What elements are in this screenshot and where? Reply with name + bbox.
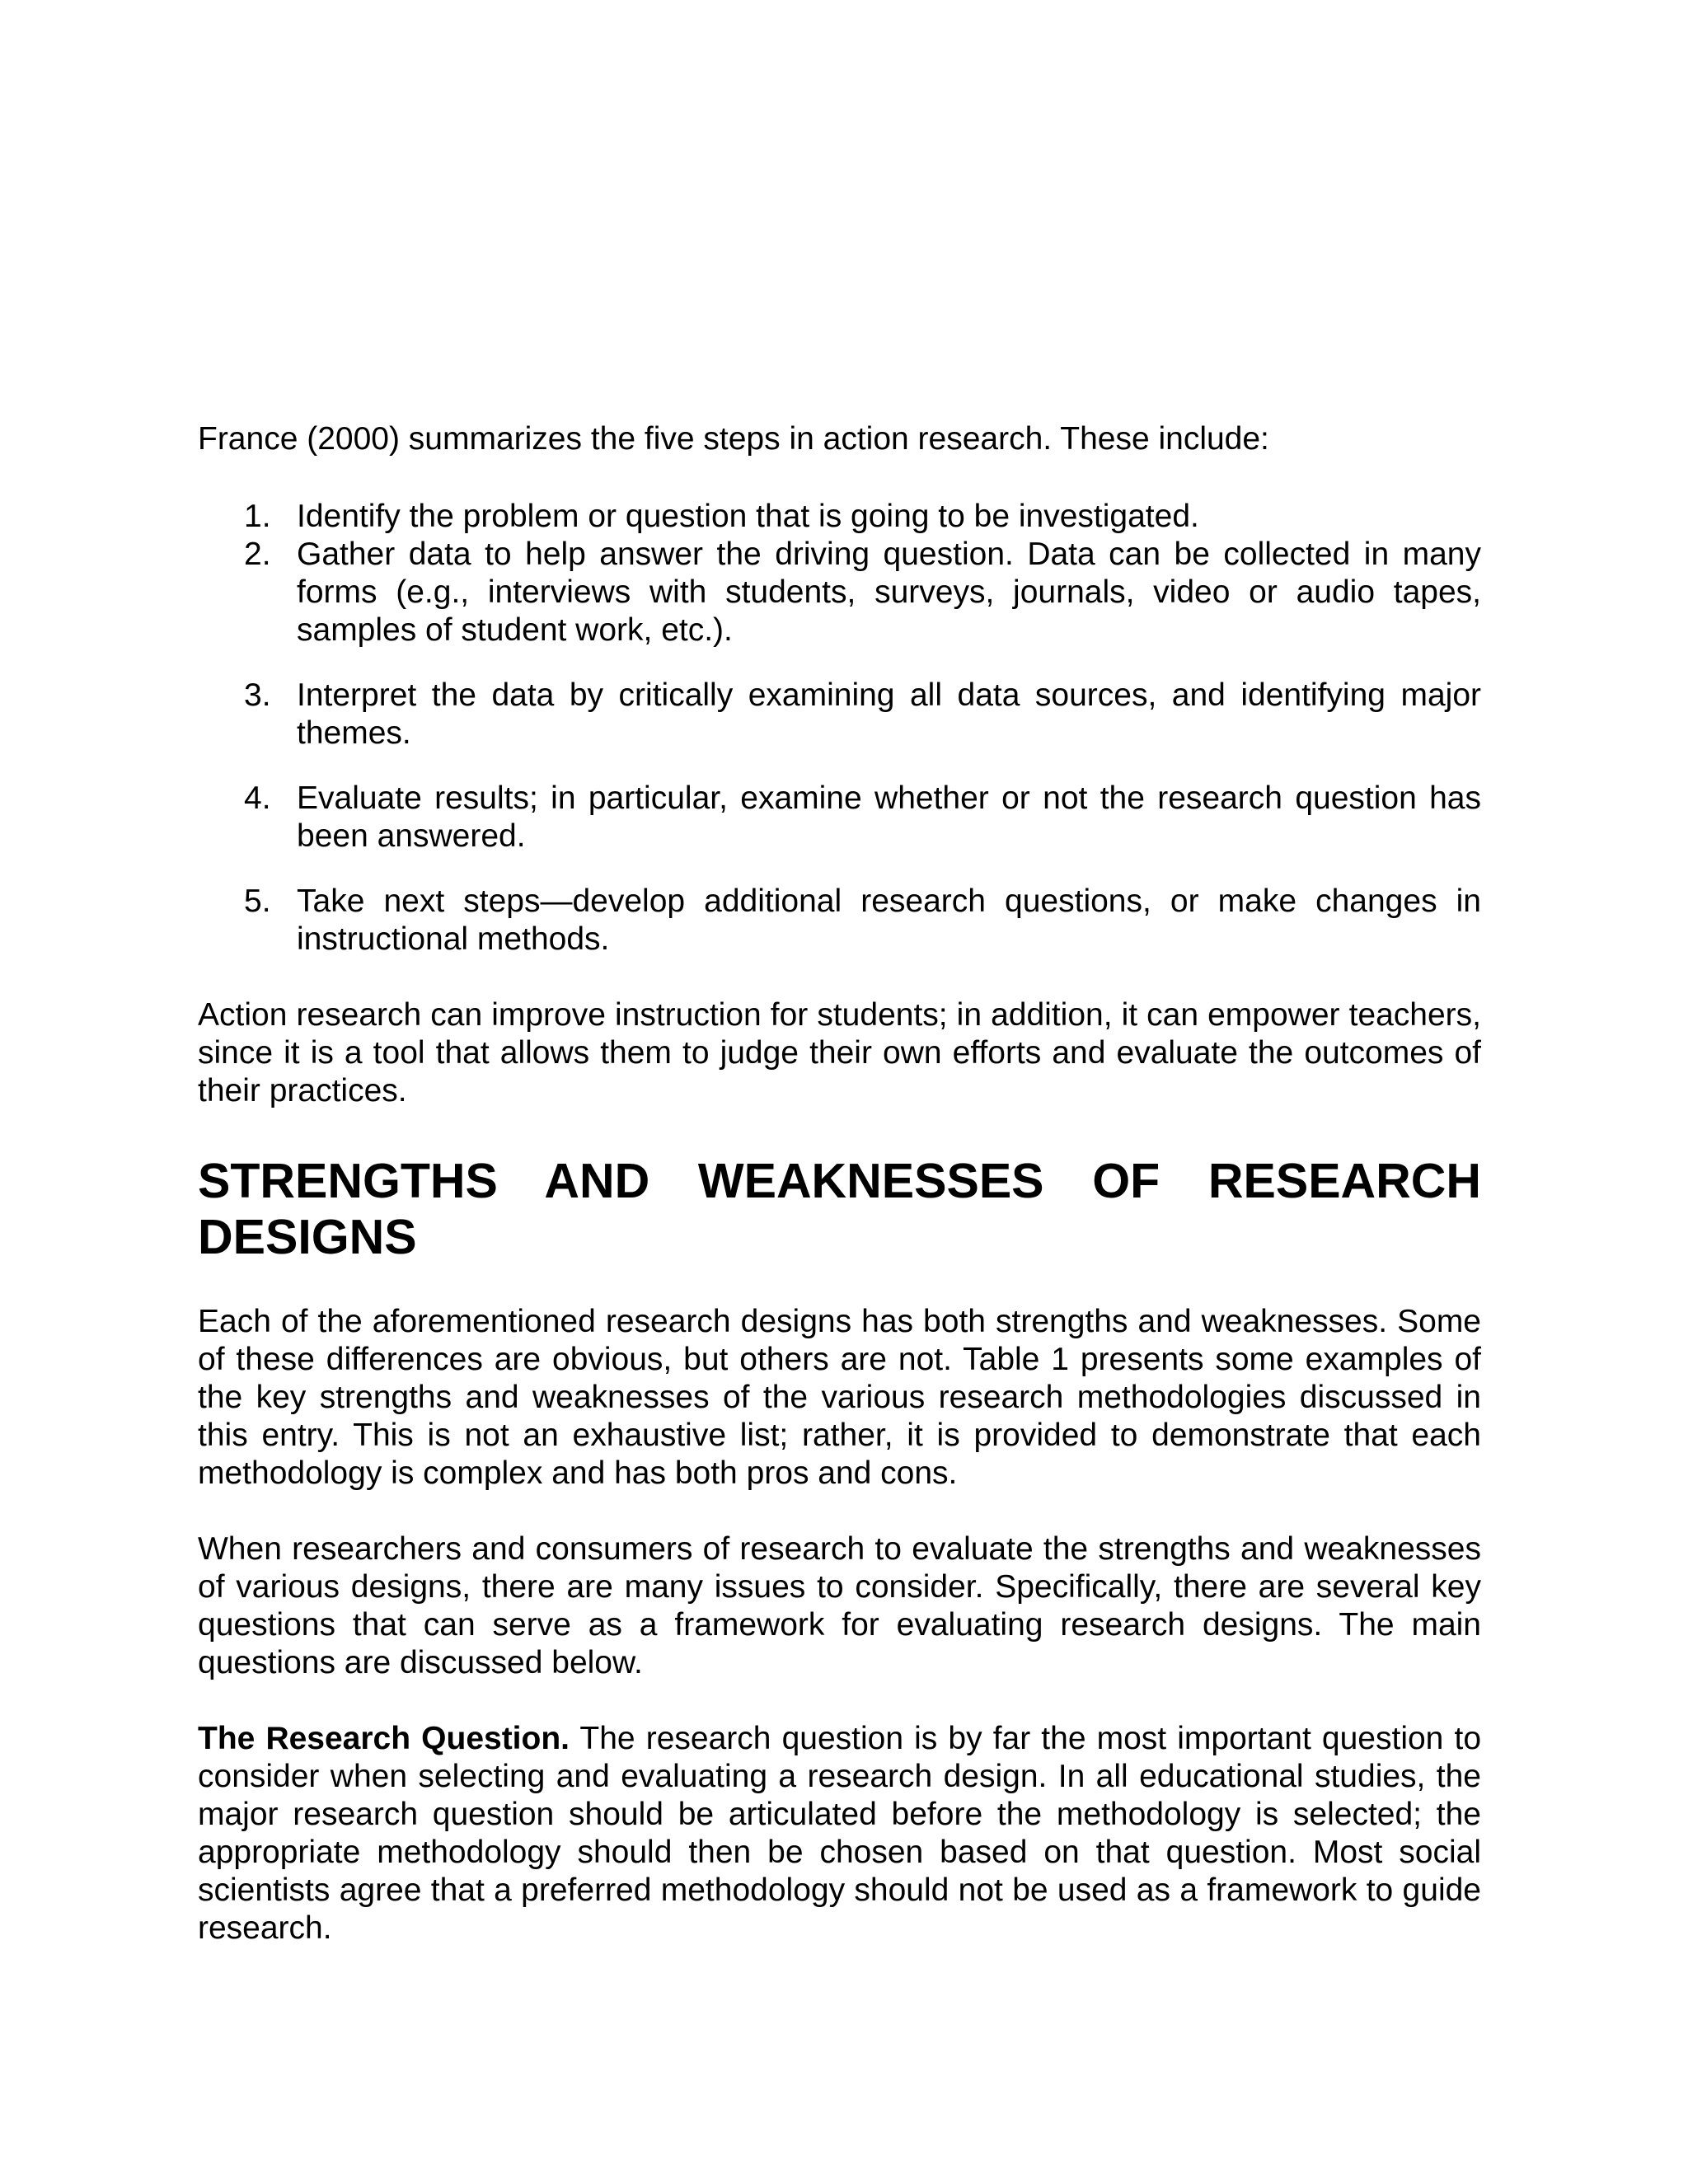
list-item-number: 3. — [244, 677, 271, 713]
section-heading: STRENGTHS AND WEAKNESSES OF RESEARCH DESIGNS — [198, 1154, 1481, 1264]
page-content — [198, 420, 1481, 1947]
research-question-lead: The Research Question. — [198, 1721, 570, 1756]
list-item-text: Gather data to help answer the driving question. Data can be collected in many forms (e.g., interviews with students, surveys, journals, video or audio tapes, samples of student work, etc.). — [297, 537, 1481, 648]
list-item — [198, 883, 1481, 958]
intro-paragraph: France (2000) summarizes the five steps in action research. These include: — [198, 421, 1269, 457]
list-item — [198, 498, 1481, 536]
action-research-paragraph: Action research can improve instruction for students; in addition, it can empower teachers, since it is a tool that allows them to judge their own efforts and evaluate the outcomes of their practices. — [198, 997, 1481, 1108]
list-item-number: 2. — [244, 537, 271, 572]
steps-list — [198, 498, 1481, 958]
research-question-paragraph — [198, 1720, 1481, 1947]
list-item-number: 1. — [244, 499, 271, 534]
list-item — [198, 677, 1481, 752]
list-item-text: Interpret the data by critically examining all data sources, and identifying major themes. — [297, 677, 1481, 751]
list-item-number: 4. — [244, 780, 271, 816]
list-item-text: Identify the problem or question that is going to be investigated. — [297, 499, 1199, 534]
list-item — [198, 536, 1481, 649]
body-paragraph: Each of the aforementioned research designs has both strengths and weaknesses. Some of these differences are obvious, but others are not. Table 1 presents some examples of the key strengths and weaknesses of the various research methodologies discussed in this entry. This is not an exhaustive list; rather, it is provided to demonstrate that each methodology is complex and has both pros and cons. — [198, 1304, 1481, 1491]
list-item-number: 5. — [244, 883, 271, 919]
body-paragraph: When researchers and consumers of research to evaluate the strengths and weaknesses of various designs, there are many issues to consider. Specifically, there are several key questions that can serve as a framework for evaluating research designs. The main questions are discussed below. — [198, 1531, 1481, 1680]
list-item-text: Evaluate results; in particular, examine whether or not the research question has been answered. — [297, 780, 1481, 854]
research-question-text: The research question is by far the most important question to consider when selecting and evaluating a research design. In all educational studies, the major research question should be articulated before the methodology is selected; the appropriate methodology should then be chosen based on that question. Most social scientists agree that a preferred methodology should not be used as a framework to guide research. — [198, 1721, 1482, 1946]
list-item-text: Take next steps—develop additional research questions, or make changes in instructional methods. — [297, 883, 1481, 957]
list-item — [198, 780, 1481, 855]
